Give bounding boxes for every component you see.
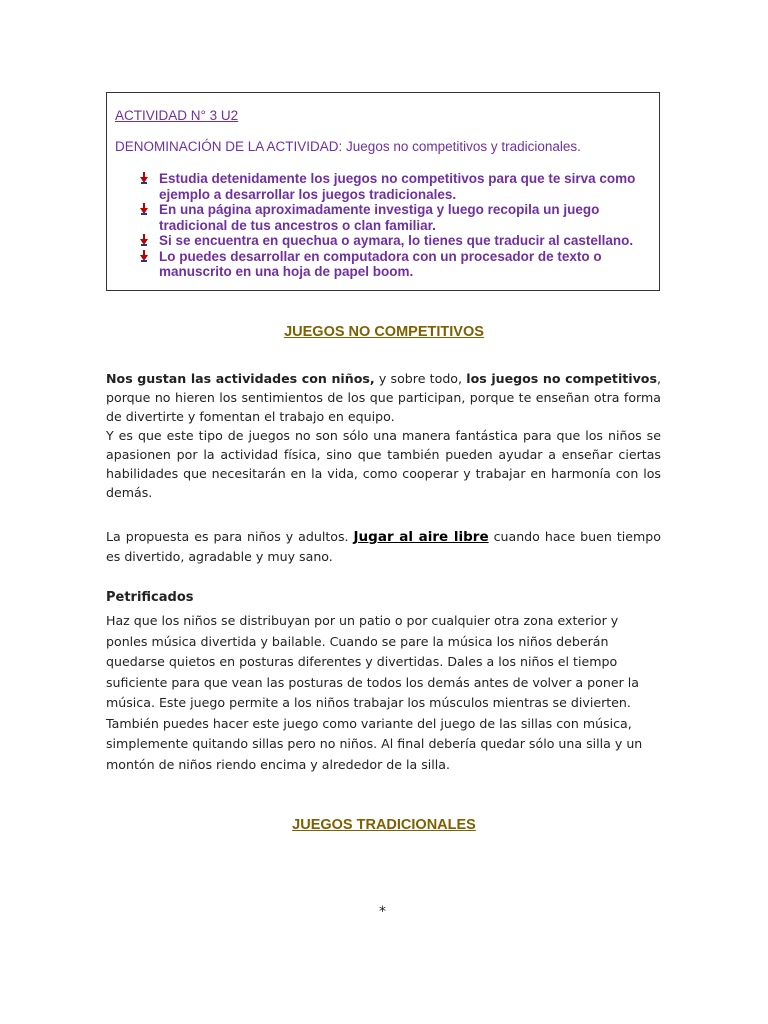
activity-item-text: Estudia detenidamente los juegos no competitivos para que te sirva como ejemplo a desarrollar los juegos tradicionales. — [159, 171, 636, 202]
intro-bold-2: los juegos no competitivos — [466, 371, 657, 386]
outdoor-play-link[interactable]: Jugar al aire libre — [353, 529, 489, 545]
proposal-text-1: La propuesta es para niños y adultos. — [106, 529, 354, 544]
footer-asterisk: * — [379, 904, 386, 920]
activity-denomination: DENOMINACIÓN DE LA ACTIVIDAD: Juegos no competitivos y tradicionales. — [115, 139, 581, 154]
arrow-bullet-icon — [137, 250, 149, 262]
arrow-bullet-icon — [137, 234, 149, 246]
activity-item-text: Si se encuentra en quechua o aymara, lo tienes que traducir al castellano. — [159, 233, 634, 248]
section-title-tradicionales: JUEGOS TRADICIONALES — [292, 817, 476, 833]
intro-text-2: , porque no hieren los sentimientos de los que participan, porque te enseñan otra forma de divertirte y fomentan el trabajo en equipo. — [106, 371, 661, 424]
activity-item — [137, 249, 637, 280]
activity-item — [137, 233, 637, 249]
activity-item-text: En una página aproximadamente investiga y luego recopila un juego tradicional de tus ancestros o clan familiar. — [159, 202, 600, 233]
intro-bold-1: Nos gustan las actividades con niños, — [106, 371, 375, 386]
paragraph-benefits: Y es que este tipo de juegos no son sólo una manera fantástica para que los niños se apasionen por la actividad física, sino que también pueden ayudar a enseñar ciertas habilidades que necesitarán en la vida, como cooperar y trabajar en harmonía con los demás. — [106, 428, 661, 500]
petrificados-text: Haz que los niños se distribuyan por un patio o por cualquier otra zona exterior y ponles música divertida y bailable. Cuando se pare la música los niños deberán quedarse quietos en posturas diferentes y divertidas. Dales a los niños el tiempo suficiente para que vean las posturas de todos los demás antes de volver a poner la música. Este juego permite a los niños trabajar los músculos mientras se divierten. También puedes hacer este juego como variante del juego de las sillas con música, simplemente quitando sillas pero no niños. Al final debería quedar sólo una silla y un montón de niños riendo encima y alrededor de la silla. — [106, 613, 643, 772]
section-title-no-competitivos: JUEGOS NO COMPETITIVOS — [284, 324, 484, 340]
proposal-text-2: cuando hace buen tiempo es divertido, agradable y muy sano. — [106, 529, 662, 564]
paragraph-intro — [106, 369, 661, 426]
arrow-bullet-icon — [137, 203, 149, 215]
activity-item — [137, 202, 637, 233]
paragraph-proposal — [106, 527, 661, 566]
activity-box — [106, 92, 660, 291]
activity-item-text: Lo puedes desarrollar en computadora con un procesador de texto o manuscrito en una hoja de papel boom. — [159, 248, 602, 279]
arrow-bullet-icon — [137, 172, 149, 184]
activity-title: ACTIVIDAD N° 3 U2 — [115, 108, 239, 123]
petrificados-title: Petrificados — [106, 590, 194, 605]
intro-text-1: y sobre todo, — [374, 371, 467, 386]
activity-item — [137, 171, 637, 202]
activity-list — [137, 171, 637, 280]
